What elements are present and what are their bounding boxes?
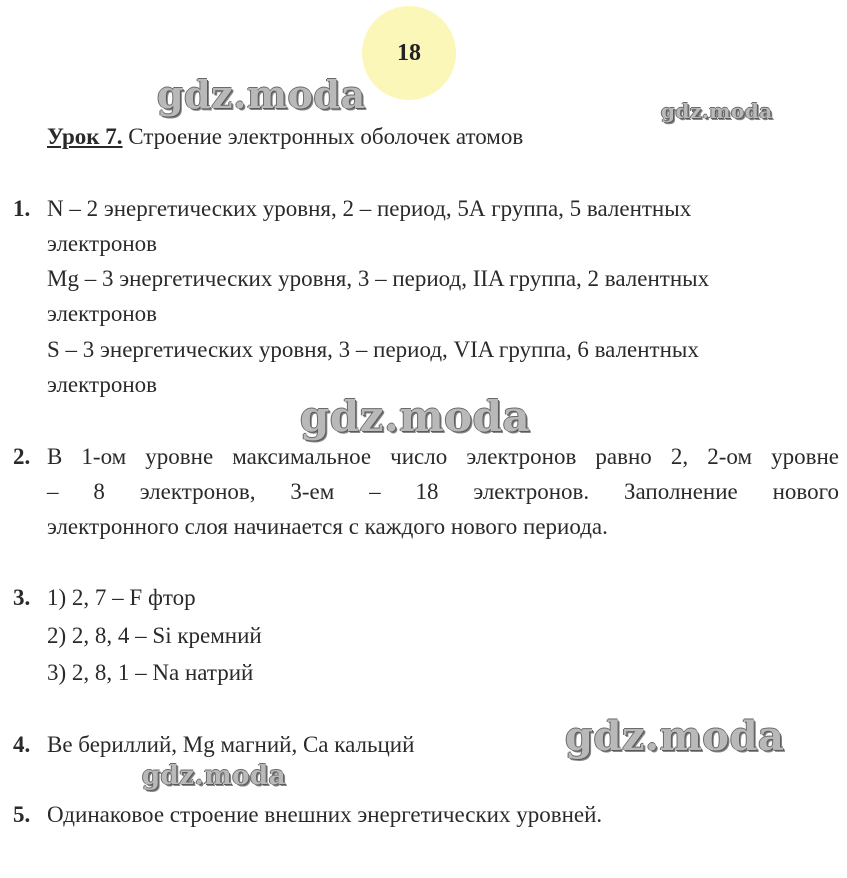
answer-line: N – 2 энергетических уровня, 2 – период, 5А группа, 5 валентных xyxy=(47,196,692,221)
answer-line: 3) 2, 8, 1 – Na натрий xyxy=(47,660,254,685)
answer-line: электронов xyxy=(47,301,158,326)
answer-line: 1) 2, 7 – F фтор xyxy=(47,585,196,610)
answer-number: 1. xyxy=(13,196,31,221)
answer-line: В 1-ом уровне максимальное число электронов равно 2, 2-ом уровне xyxy=(47,444,839,469)
watermark-logo: gdz.moda xyxy=(300,392,531,441)
watermark-logo: gdz.moda xyxy=(142,761,287,791)
answer-line: Одинаковое строение внешних энергетических уровней. xyxy=(47,802,603,827)
answer-line: S – 3 энергетических уровня, 3 – период, VIA группа, 6 валентных xyxy=(47,337,699,362)
page-number-badge xyxy=(362,6,456,100)
answer-number: 5. xyxy=(13,802,31,827)
answer-line: – 8 электронов, 3-ем – 18 электронов. Заполнение нового xyxy=(47,479,839,504)
answer-number: 2. xyxy=(13,444,31,469)
watermark-logo: gdz.moda xyxy=(661,99,773,123)
answer-line: электронного слоя начинается с каждого нового периода. xyxy=(47,514,608,539)
watermark-logo: gdz.moda xyxy=(157,72,366,117)
lesson-heading xyxy=(47,124,523,150)
watermark-logo: gdz.moda xyxy=(565,713,785,760)
answer-number: 4. xyxy=(13,732,31,757)
answer-line: Be бериллий, Mg магний, Ca кальций xyxy=(47,732,415,757)
answer-line: 2) 2, 8, 4 – Si кремний xyxy=(47,623,262,648)
answer-line: Mg – 3 энергетических уровня, 3 – период, IIA группа, 2 валентных xyxy=(47,266,710,291)
answer-line: электронов xyxy=(47,372,158,397)
lesson-label: Урок 7. xyxy=(47,124,123,149)
lesson-title: Строение электронных оболочек атомов xyxy=(122,124,524,149)
answer-number: 3. xyxy=(13,585,31,610)
answer-line: электронов xyxy=(47,231,158,256)
page-number: 18 xyxy=(397,40,421,66)
